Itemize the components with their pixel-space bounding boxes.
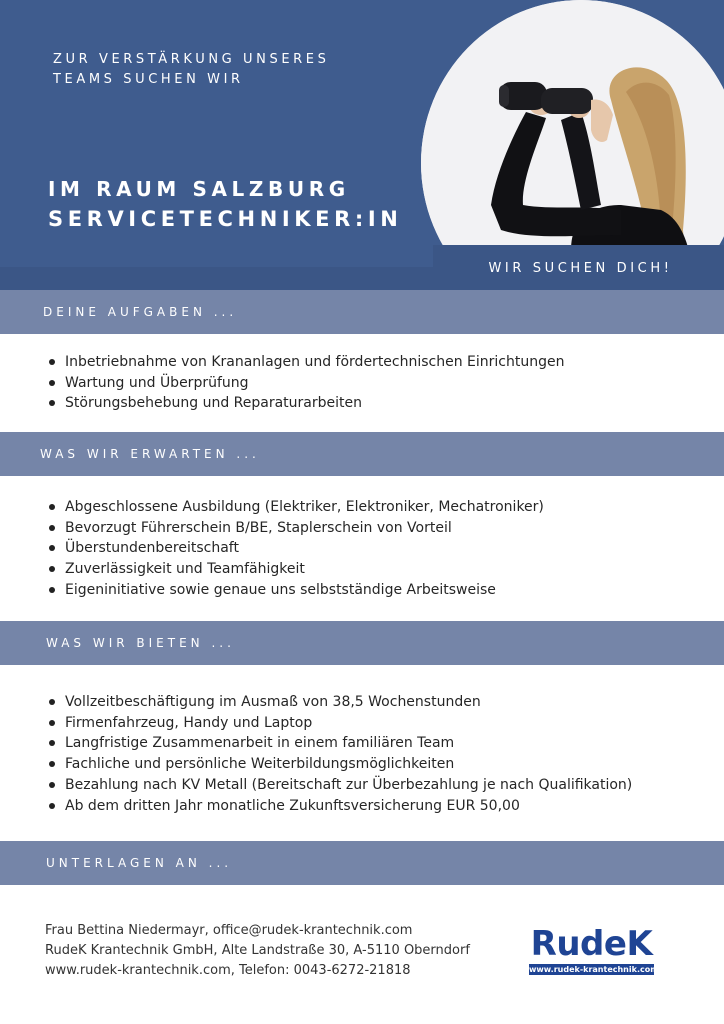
contact-company-address: RudeK Krantechnik GmbH, Alte Landstraße 30, A-5110 Oberndorf [45, 943, 470, 958]
aufgaben-list [48, 352, 564, 414]
list-item: Firmenfahrzeug, Handy und Laptop [48, 713, 632, 734]
intro-text [53, 50, 329, 90]
logo-url: www.rudek-krantechnik.com [529, 965, 659, 974]
intro-line-1: ZUR VERSTÄRKUNG UNSERES [53, 52, 330, 67]
contact-person-email: Frau Bettina Niedermayr, office@rudek-krantechnik.com [45, 923, 413, 938]
job-title [48, 174, 402, 234]
contact-web-phone: www.rudek-krantechnik.com, Telefon: 0043-6272-21818 [45, 963, 411, 978]
list-item: Störungsbehebung und Reparaturarbeiten [48, 393, 564, 414]
title-location: IM RAUM SALZBURG [48, 177, 350, 201]
list-item: Ab dem dritten Jahr monatliche Zukunftsversicherung EUR 50,00 [48, 796, 632, 817]
section-bar-aufgaben [0, 290, 724, 334]
logo-wordmark: RudeK [530, 924, 653, 964]
list-item: Bezahlung nach KV Metall (Bereitschaft zur Überbezahlung je nach Qualifikation) [48, 775, 632, 796]
list-item: Inbetriebnahme von Krananlagen und fördertechnischen Einrichtungen [48, 352, 564, 373]
section-heading-bieten: WAS WIR BIETEN ... [46, 636, 235, 650]
section-bar-bieten [0, 621, 724, 665]
section-bar-unterlagen [0, 841, 724, 885]
contact-info [45, 921, 470, 981]
section-heading-erwarten: WAS WIR ERWARTEN ... [40, 447, 260, 461]
erwarten-list [48, 497, 544, 601]
wir-suchen-banner [433, 245, 724, 291]
list-item: Eigeninitiative sowie genaue uns selbstständige Arbeitsweise [48, 580, 544, 601]
intro-line-2: TEAMS SUCHEN WIR [53, 72, 244, 87]
bieten-list [48, 692, 632, 816]
section-bar-erwarten [0, 432, 724, 476]
list-item: Langfristige Zusammenarbeit in einem familiären Team [48, 733, 632, 754]
title-position: SERVICETECHNIKER:IN [48, 207, 403, 231]
section-heading-unterlagen: UNTERLAGEN AN ... [46, 856, 233, 870]
list-item: Zuverlässigkeit und Teamfähigkeit [48, 559, 544, 580]
list-item: Überstundenbereitschaft [48, 538, 544, 559]
list-item: Fachliche und persönliche Weiterbildungsmöglichkeiten [48, 754, 632, 775]
list-item: Wartung und Überprüfung [48, 373, 564, 394]
list-item: Vollzeitbeschäftigung im Ausmaß von 38,5 Wochenstunden [48, 692, 632, 713]
list-item: Bevorzugt Führerschein B/BE, Staplerschein von Vorteil [48, 518, 544, 539]
rudek-logo [529, 924, 659, 975]
list-item: Abgeschlossene Ausbildung (Elektriker, Elektroniker, Mechatroniker) [48, 497, 544, 518]
section-heading-aufgaben: DEINE AUFGABEN ... [43, 305, 238, 319]
wir-suchen-text: WIR SUCHEN DICH! [488, 260, 673, 276]
